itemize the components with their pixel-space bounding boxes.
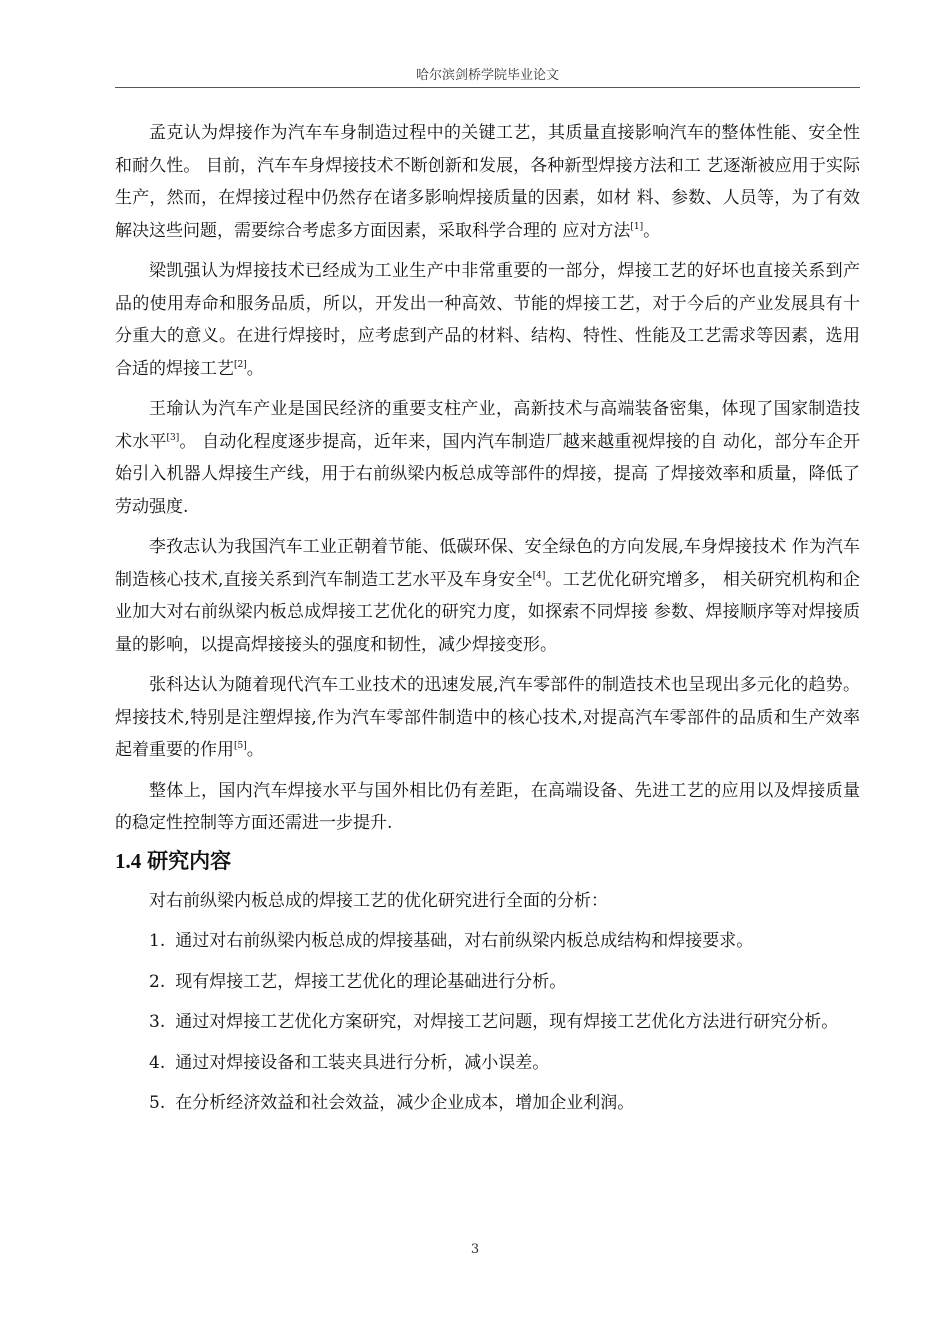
body-text: [115, 117, 860, 1128]
citation[interactable]: [2]: [234, 359, 247, 370]
citation[interactable]: [3]: [166, 432, 180, 443]
section-intro: 对右前纵梁内板总成的焊接工艺的优化研究进行全面的分析：: [149, 890, 608, 911]
paragraph: 孟克认为焊接作为汽车车身制造过程中的关键工艺，其质量直接影响汽车的整体性能、安全性和耐久性。 目前，汽车车身焊接技术不断创新和发展，各种新型焊接方法和工 艺逐渐被应用于实际生产，然而，在焊接过程中仍然存在诸多影响焊接质量的因素，如材 料、参数、人员等，为了有效解决这些问题，需要综合考虑多方面因素，采取科学合理的 应对方法[1]。: [115, 123, 860, 241]
section-number: 1.4: [115, 848, 142, 873]
list-item: 5. 在分析经济效益和社会效益，减少企业成本，增加企业利润。: [149, 1093, 635, 1113]
citation[interactable]: [5]: [234, 741, 247, 751]
paragraph: 整体上，国内汽车焊接水平与国外相比仍有差距，在高端设备、先进工艺的应用以及焊接质量的稳定性控制等方面还需进一步提升.: [115, 780, 860, 833]
citation[interactable]: [4]: [532, 570, 546, 581]
citation[interactable]: [1]: [630, 221, 644, 232]
list-item: 3. 通过对焊接工艺优化方案研究，对焊接工艺问题，现有焊接工艺优化方法进行研究分析。: [149, 1012, 839, 1032]
list-item: 1. 通过对右前纵梁内板总成的焊接基础，对右前纵梁内板总成结构和焊接要求。: [149, 931, 754, 951]
section-title: 研究内容: [147, 849, 232, 873]
paragraph: 李孜志认为我国汽车工业正朝着节能、低碳环保、安全绿色的方向发展,车身焊接技术 作为汽车制造核心技术,直接关系到汽车制造工艺水平及车身安全[4]。工艺优化研究增多， 相关研究机构和企业加大对右前纵梁内板总成焊接工艺优化的研究力度，如探索不同焊接 参数、焊接顺序等对焊接质量的影响，以提高焊接接头的强度和韧性，减少焊接变形。: [115, 537, 861, 655]
header-divider: [115, 87, 860, 88]
section-heading: [115, 844, 860, 879]
page-number: 3: [470, 1242, 480, 1257]
list-item: 2. 现有焊接工艺，焊接工艺优化的理论基础进行分析。: [149, 971, 567, 992]
list-item: 4. 通过对焊接设备和工装夹具进行分析，减小误差。: [149, 1052, 550, 1073]
page-header: 哈尔滨剑桥学院毕业论文: [415, 68, 559, 83]
paragraph: 张科达认为随着现代汽车工业技术的迅速发展,汽车零部件的制造技术也呈现出多元化的趋势。焊接技术,特别是注塑焊接,作为汽车零部件制造中的核心技术,对提高汽车零部件的品质和生产效率起着重要的作用[5]。: [115, 675, 860, 760]
paragraph: 王瑜认为汽车产业是国民经济的重要支柱产业，高新技术与高端装备密集，体现了国家制造技术水平[3]。 自动化程度逐步提高，近年来，国内汽车制造厂越来越重视焊接的自 动化，部分车企开始引入机器人焊接生产线，用于右前纵梁内板总成等部件的焊接，提高 了焊接效率和质量，降低了劳动强度.: [115, 399, 861, 517]
paragraph: 梁凯强认为焊接技术已经成为工业生产中非常重要的一部分，焊接工艺的好坏也直接关系到产品的使用寿命和服务品质，所以，开发出一种高效、节能的焊接工艺，对于今后的产业发展具有十分重大的意义。在进行焊接时，应考虑到产品的材料、结构、特性、性能及工艺需求等因素，选用合适的焊接工艺[2]。: [115, 261, 860, 379]
